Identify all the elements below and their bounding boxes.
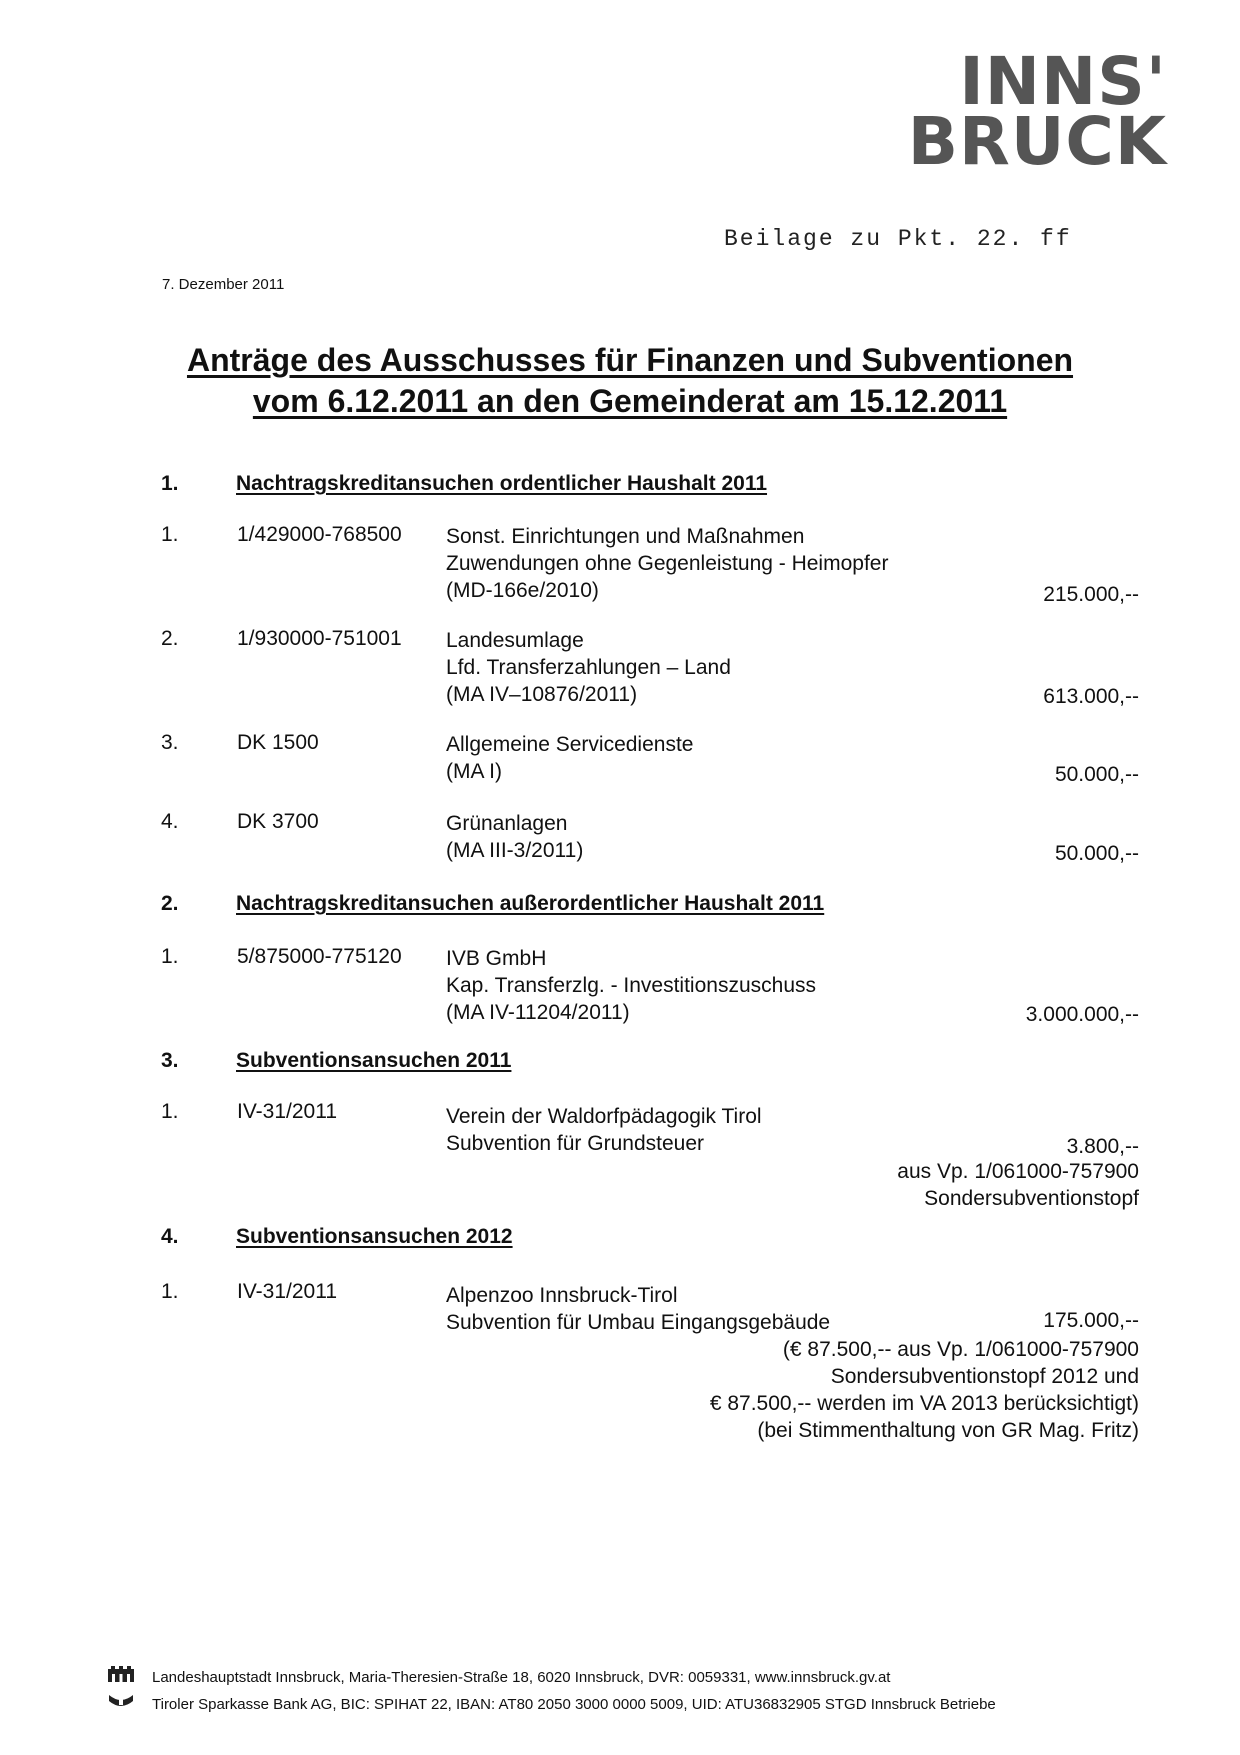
budget-code: DK 1500 (237, 731, 319, 754)
description-line: Sonst. Einrichtungen und Maßnahmen (446, 525, 805, 548)
city-emblem-icon (108, 1664, 138, 1691)
item-note (897, 1158, 1139, 1212)
description-line: Lfd. Transferzahlungen – Land (446, 656, 731, 679)
document-title-line-2: vom 6.12.2011 an den Gemeinderat am 15.12.2011 (252, 383, 1008, 419)
description-line: Subvention für Grundsteuer (446, 1132, 704, 1155)
note-line: Sondersubventionstopf 2012 und (830, 1365, 1139, 1388)
description-line: Zuwendungen ohne Gegenleistung - Heimopfer (446, 552, 889, 575)
budget-code: IV-31/2011 (237, 1100, 338, 1123)
note-line: (bei Stimmenthaltung von GR Mag. Fritz) (757, 1419, 1139, 1442)
budget-code: IV-31/2011 (237, 1280, 338, 1303)
description-line: Allgemeine Servicedienste (446, 733, 694, 756)
section-number: 2. (161, 892, 179, 915)
item-amount: 613.000,-- (1043, 685, 1139, 708)
item-description (446, 1282, 830, 1336)
logo-line-1: INNS' (959, 43, 1167, 120)
item-amount: 3.000.000,-- (1025, 1003, 1139, 1026)
description-line: Grünanlagen (446, 812, 568, 835)
description-line: Subvention für Umbau Eingangsgebäude (446, 1311, 831, 1334)
description-line: Kap. Transferzlg. - Investitionszuschuss (446, 974, 816, 997)
item-number: 3. (161, 731, 179, 754)
budget-code: 5/875000-775120 (237, 945, 402, 968)
item-number: 1. (161, 1280, 179, 1303)
description-line: (MA III-3/2011) (446, 839, 584, 862)
description-line: Verein der Waldorfpädagogik Tirol (446, 1105, 762, 1128)
item-amount: 50.000,-- (1054, 763, 1139, 786)
budget-code: 1/930000-751001 (237, 627, 402, 650)
footer (108, 1664, 996, 1718)
section-title: Subventionsansuchen 2012 (236, 1225, 513, 1248)
item-amount: 175.000,-- (1043, 1309, 1139, 1332)
description-line: Landesumlage (446, 629, 584, 652)
description-line: (MA IV–10876/2011) (446, 683, 638, 706)
item-note (710, 1336, 1139, 1444)
item-amount: 3.800,-- (1066, 1135, 1139, 1158)
description-line: (MA IV-11204/2011) (446, 1001, 630, 1024)
logo-line-2: BRUCK (907, 103, 1167, 180)
item-description (446, 1103, 762, 1157)
note-line: Sondersubventionstopf (924, 1187, 1139, 1210)
item-amount: 50.000,-- (1054, 842, 1139, 865)
note-line: € 87.500,-- werden im VA 2013 berücksichtigt) (709, 1392, 1139, 1415)
description-line: (MD-166e/2010) (446, 579, 599, 602)
section-number: 4. (161, 1225, 179, 1248)
attachment-stamp: Beilage zu Pkt. 22. ff (724, 226, 1072, 252)
item-description (446, 945, 816, 1026)
description-line: Alpenzoo Innsbruck-Tirol (446, 1284, 678, 1307)
item-number: 1. (161, 945, 179, 968)
section-title: Nachtragskreditansuchen ordentlicher Haushalt 2011 (236, 472, 768, 495)
budget-code: DK 3700 (237, 810, 319, 833)
city-logo (907, 43, 1167, 180)
section-number: 3. (161, 1049, 179, 1072)
item-amount: 215.000,-- (1043, 583, 1139, 606)
item-number: 2. (161, 627, 179, 650)
item-description (446, 810, 583, 864)
footer-bank: Tiroler Sparkasse Bank AG, BIC: SPIHAT 22, IBAN: AT80 2050 3000 0000 5009, UID: ATU36832905 STGD Innsbruck Betriebe (152, 1696, 996, 1713)
item-number: 1. (161, 523, 179, 546)
note-line: aus Vp. 1/061000-757900 (897, 1160, 1139, 1183)
section-number: 1. (161, 472, 179, 495)
document-title-line-1: Anträge des Ausschusses für Finanzen und Subventionen (186, 342, 1074, 378)
budget-code: 1/429000-768500 (237, 523, 402, 546)
section-title: Subventionsansuchen 2011 (236, 1049, 512, 1072)
footer-address: Landeshauptstadt Innsbruck, Maria-Theresien-Straße 18, 6020 Innsbruck, DVR: 0059331, www.innsbruck.gv.at (152, 1669, 891, 1686)
footer-line-1 (108, 1664, 996, 1691)
item-description (446, 523, 888, 604)
city-emblem-bottom-icon (108, 1691, 138, 1718)
description-line: (MA I) (446, 760, 502, 783)
footer-line-2 (108, 1691, 996, 1718)
note-line: (€ 87.500,-- aus Vp. 1/061000-757900 (782, 1338, 1139, 1361)
item-number: 1. (161, 1100, 179, 1123)
section-title: Nachtragskreditansuchen außerordentlicher Haushalt 2011 (236, 892, 825, 915)
description-line: IVB GmbH (446, 947, 547, 970)
document-date: 7. Dezember 2011 (162, 276, 285, 293)
item-number: 4. (161, 810, 179, 833)
item-description (446, 731, 693, 785)
item-description (446, 627, 731, 708)
